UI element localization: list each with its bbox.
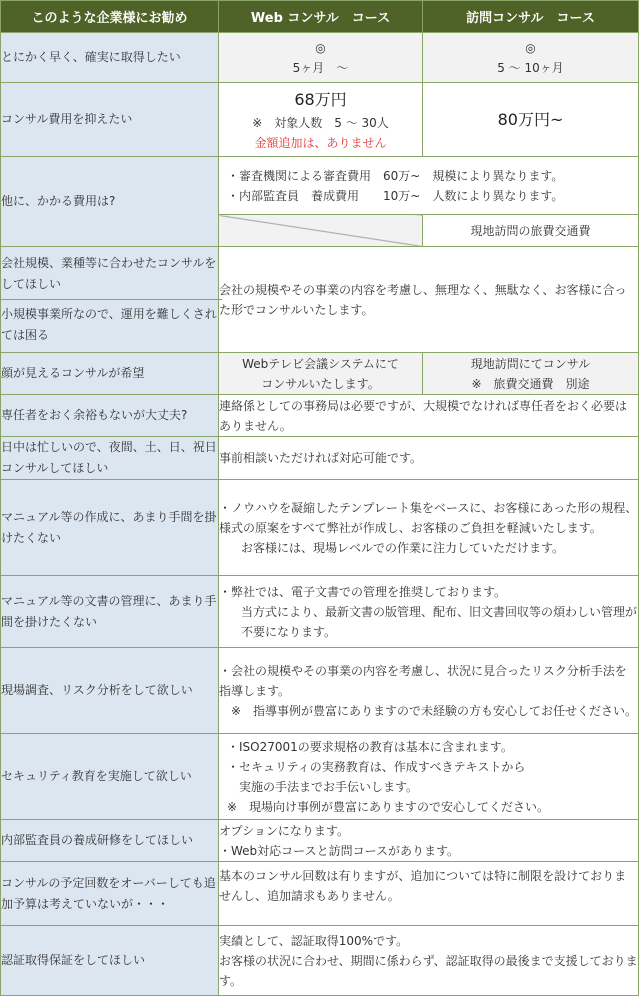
row-answer: [219, 820, 639, 862]
visit-duration: 5 〜 10ヶ月: [497, 60, 564, 75]
row-question: 他に、かかる費用は?: [1, 157, 219, 247]
row-question: マニュアル等の文書の管理に、あまり手間を掛けたくない: [1, 576, 219, 648]
table-row: [1, 83, 639, 157]
header-recommended-for: このような企業様にお勧め: [1, 1, 219, 33]
row-question: コンサルの予定回数をオーバーしても追加予算は考えていないが・・・: [1, 862, 219, 926]
row-question: [1, 247, 219, 353]
answer-line: お客様には、現場レベルでの作業に注力していただけます。: [241, 540, 565, 555]
web-price-note: ※ 対象人数 5 ～ 30人: [252, 115, 389, 130]
visit-cell: [423, 33, 639, 83]
answer-line: ※ 現場向け事例が豊富にありますので安心してください。: [227, 799, 550, 814]
visit-travel-cost: 現地訪問の旅費交通費: [423, 215, 639, 247]
table-row: [1, 395, 639, 437]
visit-line: 現地訪問にてコンサル: [470, 356, 591, 371]
answer-line: 実績として、認証取得100%です。: [219, 933, 409, 948]
header-web-course: Web コンサル コース: [219, 1, 423, 33]
row-answer: [219, 734, 639, 820]
visit-line: ※ 旅費交通費 別途: [471, 376, 590, 391]
table-row: [1, 926, 639, 996]
row-question: 認証取得保証をしてほしい: [1, 926, 219, 996]
table-row: [1, 157, 639, 215]
row-answer: 基本のコンサル回数は有りますが、追加については特に制限を設けておりませんし、追加請求もありません。: [219, 862, 639, 926]
table-row: [1, 33, 639, 83]
answer-line: オプションになります。: [219, 823, 349, 838]
table-row: [1, 820, 639, 862]
visit-price: 80万円~: [497, 109, 564, 129]
row-question: とにかく早く、確実に取得したい: [1, 33, 219, 83]
table-row: [1, 734, 639, 820]
answer-line: ・Web対応コースと訪問コースがあります。: [219, 843, 460, 858]
cost-line: ・内部監査員 養成費用 10万~ 人数により異なります。: [227, 188, 564, 203]
question-company-size: 会社規模、業種等に合わせたコンサルをしてほしい: [1, 256, 217, 291]
answer-line: お客様の状況に合わせ、期間に係わらず、認証取得の最後まで支援しております。: [219, 953, 638, 988]
other-costs-cell: [219, 157, 639, 215]
web-extra-none: [219, 215, 423, 247]
table-row: [1, 480, 639, 576]
row-question: コンサル費用を抑えたい: [1, 83, 219, 157]
web-line: Webテレビ会議システムにて: [242, 356, 399, 371]
header-visit-course: 訪問コンサル コース: [423, 1, 639, 33]
web-cell: [219, 33, 423, 83]
answer-line: 実施の手法までお手伝いします。: [227, 779, 419, 794]
row-question: 日中は忙しいので、夜間、土、日、祝日 コンサルしてほしい: [1, 437, 219, 480]
visit-cell: [423, 83, 639, 157]
question-small-business: 小規模事業所なので、運用を難しくされては困る: [0, 299, 222, 350]
answer-line: 当方式により、最新文書の版管理、配布、旧文書回収等の煩わしい管理が不要になります。: [241, 604, 638, 639]
table-header-row: [1, 1, 639, 33]
row-question: セキュリティ教育を実施して欲しい: [1, 734, 219, 820]
answer-line: ・ISO27001の要求規格の教育は基本に含まれます。: [227, 739, 513, 754]
answer-line: ・弊社では、電子文書での管理を推奨しております。: [219, 584, 507, 599]
row-answer: [219, 926, 639, 996]
row-question: 内部監査員の養成研修をしてほしい: [1, 820, 219, 862]
double-circle-mark: ◎: [525, 40, 536, 55]
web-price: 68万円: [294, 89, 347, 109]
row-question: マニュアル等の作成に、あまり手間を掛けたくない: [1, 480, 219, 576]
no-extra-charge-note: 金額追加は、ありません: [254, 135, 387, 150]
row-answer: [219, 648, 639, 734]
row-question: 専任者をおく余裕もないが大丈夫?: [1, 395, 219, 437]
visit-cell: [423, 353, 639, 395]
table-row: [1, 862, 639, 926]
row-answer: [219, 576, 639, 648]
answer-line: ・セキュリティの実務教育は、作成すべきテキストから: [227, 759, 526, 774]
row-answer: 連絡係としての事務局は必要ですが、大規模でなければ専任者をおく必要はありません。: [219, 395, 639, 437]
cost-line: ・審査機関による審査費用 60万~ 規模により異なります。: [227, 168, 564, 183]
table-row: [1, 247, 639, 353]
table-row: [1, 353, 639, 395]
double-circle-mark: ◎: [315, 40, 326, 55]
web-cell: [219, 353, 423, 395]
row-answer: 事前相談いただければ対応可能です。: [219, 437, 639, 480]
row-answer: [219, 480, 639, 576]
web-duration: 5ヶ月 ～: [292, 60, 349, 75]
answer-line: ※ 指導事例が豊富にありますので未経験の方も安心してお任せください。: [231, 703, 638, 718]
answer-line: ・会社の規模やその事業の内容を考慮し、状況に見合ったリスク分析手法を指導します。: [219, 663, 627, 698]
web-cell: [219, 83, 423, 157]
row-question: 顔が見えるコンサルが希望: [1, 353, 219, 395]
table-row: [1, 576, 639, 648]
web-line: コンサルいたします。: [261, 376, 380, 391]
table-row: [1, 648, 639, 734]
row-answer: 会社の規模やその事業の内容を考慮し、無理なく、無駄なく、お客様に合った形でコンサルいたします。: [219, 247, 639, 353]
table-row: [1, 437, 639, 480]
answer-line: ・ノウハウを凝縮したテンプレート集をベースに、お客様にあった形の規程、様式の原案をすべて弊社が作成し、お客様のご負担を軽減いたします。: [219, 500, 638, 535]
row-question: 現場調査、リスク分析をして欲しい: [1, 648, 219, 734]
